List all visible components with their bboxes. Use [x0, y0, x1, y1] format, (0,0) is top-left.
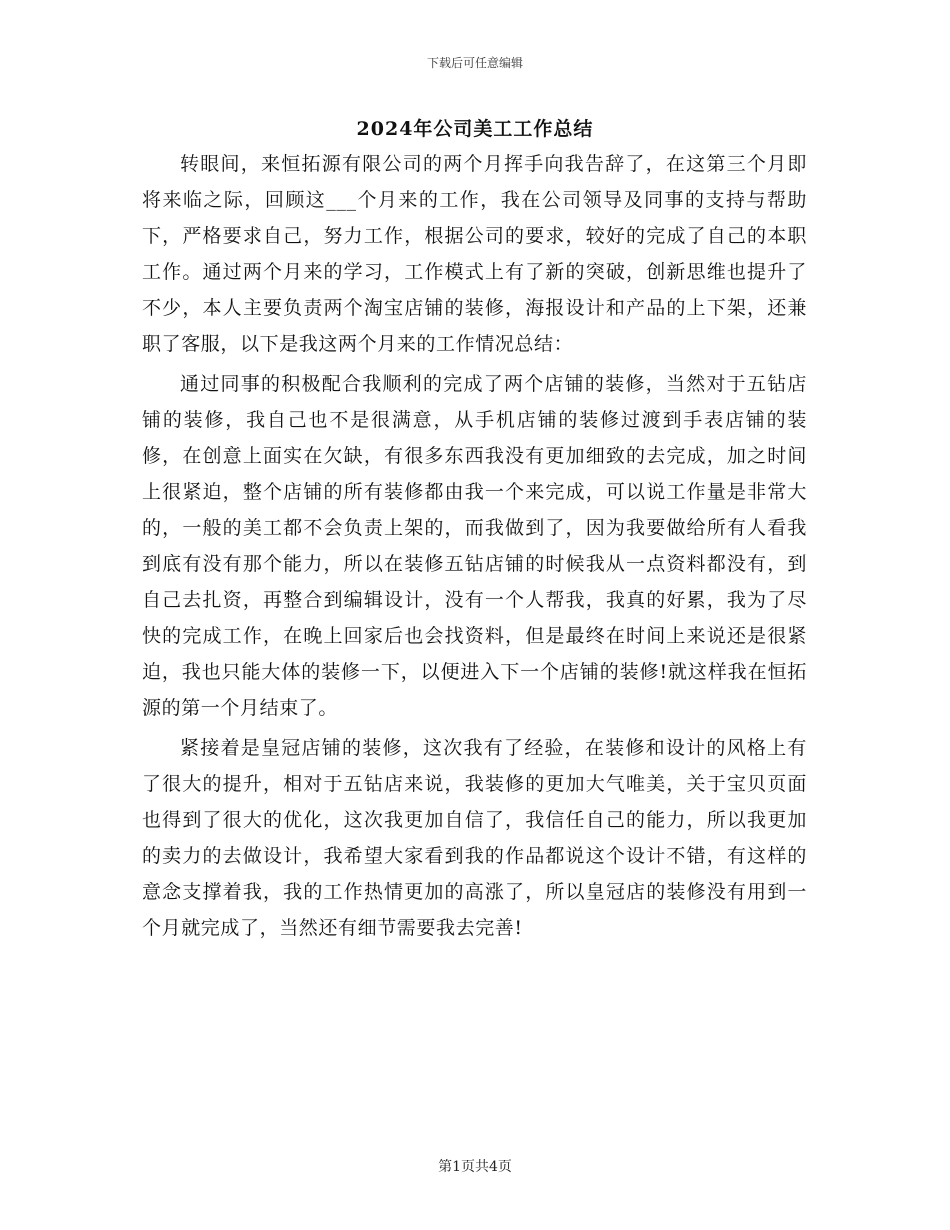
document-body — [142, 146, 807, 946]
body-paragraph: 通过同事的积极配合我顺利的完成了两个店铺的装修，当然对于五钻店铺的装修，我自己也不是很满意，从手机店铺的装修过渡到手表店铺的装修，在创意上面实在欠缺，有很多东西我没有更加细致的去完成，加之时间上很紧迫，整个店铺的所有装修都由我一个来完成，可以说工作量是非常大的，一般的美工都不会负责上架的，而我做到了，因为我要做给所有人看我到底有没有那个能力，所以在装修五钻店铺的时候我从一点资料都没有，到自己去扎资，再整合到编辑设计，没有一个人帮我，我真的好累，我为了尽快的完成工作，在晚上回家后也会找资料，但是最终在时间上来说还是很紧迫，我也只能大体的装修一下，以便进入下一个店铺的装修!就这样我在恒拓源的第一个月结束了。 — [142, 373, 807, 719]
document-title: 2024年公司美工工作总结 — [356, 118, 594, 140]
header-note: 下载后可任意编辑 — [426, 56, 523, 70]
page-number: 第1页共4页 — [438, 1159, 512, 1175]
body-paragraph: 转眼间，来恒拓源有限公司的两个月挥手向我告辞了，在这第三个月即将来临之际，回顾这___个月来的工作，我在公司领导及同事的支持与帮助下，严格要求自己，努力工作，根据公司的要求，较好的完成了自己的本职工作。通过两个月来的学习，工作模式上有了新的突破，创新思维也提升了不少，本人主要负责两个淘宝店铺的装修，海报设计和产品的上下架，还兼职了客服，以下是我这两个月来的工作情况总结： — [142, 153, 807, 355]
body-paragraph: 紧接着是皇冠店铺的装修，这次我有了经验，在装修和设计的风格上有了很大的提升，相对于五钻店来说，我装修的更加大气唯美，关于宝贝页面也得到了很大的优化，这次我更加自信了，我信任自己的能力，所以我更加的卖力的去做设计，我希望大家看到我的作品都说这个设计不错，有这样的意念支撑着我，我的工作热情更加的高涨了，所以皇冠店的装修没有用到一个月就完成了，当然还有细节需要我去完善! — [142, 737, 807, 939]
